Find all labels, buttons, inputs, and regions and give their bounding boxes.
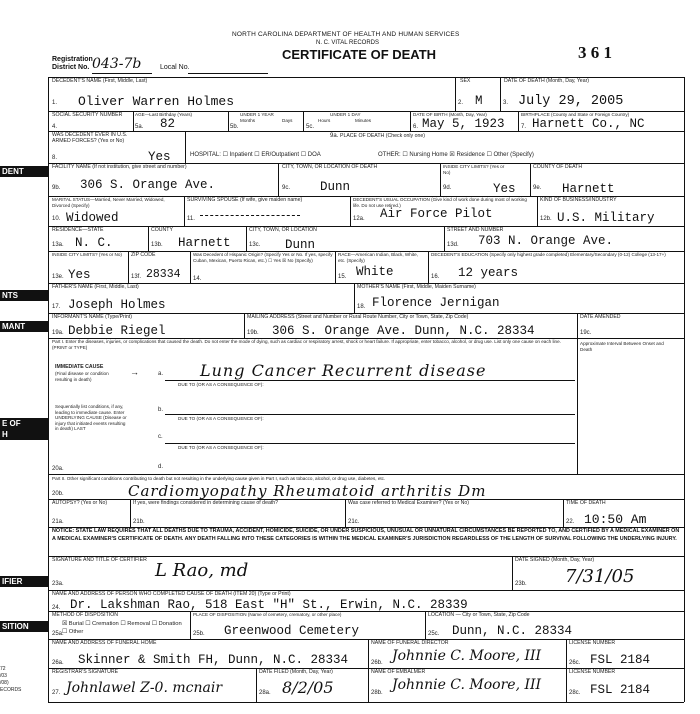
field-number: 9c. <box>282 185 291 191</box>
usual-occupation-value: Air Force Pilot <box>380 207 493 221</box>
days-label: Days <box>282 118 293 123</box>
inside-city-limits-value: Yes <box>493 182 516 196</box>
field-number: 6. <box>413 124 419 130</box>
father-name-label: FATHER'S NAME (First, Middle, Last) <box>52 284 139 290</box>
mailing-address-value: 306 S. Orange Ave. Dunn, N.C. 28334 <box>272 324 535 338</box>
time-of-death-label: TIME OF DEATH <box>566 500 606 506</box>
under-one-day-label: UNDER 1 DAY <box>330 112 361 117</box>
side-tab-death: H <box>0 429 49 440</box>
date-signed-label: DATE SIGNED (Month, Day, Year) <box>515 557 595 563</box>
minutes-label: Minutes <box>355 118 372 123</box>
part-two-label: Part II. Other significant conditions contributing to death but not resulting in the underlying cause given in Part I, such as tobacco, alcohol, or drug use, diabetes, etc. <box>52 476 386 481</box>
disposition-location-label: LOCATION — City or Town, State, Zip Code <box>428 612 530 618</box>
field-number: 8. <box>52 155 58 161</box>
place-of-disposition-label: PLACE OF DISPOSITION (Name of cemetery, crematory, or other place) <box>193 612 342 617</box>
city-of-death-value: Dunn <box>320 180 351 194</box>
due-to-label: DUE TO (OR AS A CONSEQUENCE OF): <box>178 416 264 421</box>
field-number: 25a. <box>52 631 64 637</box>
embalmer-license-value: FSL 2184 <box>590 683 651 697</box>
informant-name-label: INFORMANT'S NAME (Type/Print) <box>52 314 132 320</box>
residence-inside-limits-label: INSIDE CITY LIMITS? (Yes or No) <box>52 252 122 257</box>
field-number: 21c. <box>348 519 360 525</box>
armed-forces-label: WAS DECEDENT EVER IN U.S. ARMED FORCES? (Yes or No) <box>52 132 128 144</box>
field-number: 9b. <box>52 185 61 191</box>
field-number: 1. <box>52 100 58 106</box>
mother-name-value: Florence Jernigan <box>372 296 500 310</box>
method-of-disposition-label: METHOD OF DISPOSITION <box>52 612 118 618</box>
medical-examiner-label: Was case referred to Medical Examiner? (Yes or No) <box>348 500 469 506</box>
disposition-location-value: Dunn, N.C. 28334 <box>452 624 573 638</box>
sex-value: M <box>475 94 483 108</box>
cause-completed-by-label: NAME AND ADDRESS OF PERSON WHO COMPLETED CAUSE OF DEATH (ITEM 20) (Type or Print) <box>52 591 291 597</box>
field-number: 20b. <box>52 491 64 497</box>
field-number: 9e. <box>533 185 542 191</box>
marital-status-value: Widowed <box>66 211 119 225</box>
field-number: 9a. <box>330 133 339 139</box>
arrow-icon: → <box>130 367 139 377</box>
date-filed-label: DATE FILED (Month, Day, Year) <box>259 669 333 675</box>
side-tab-disposition: SITION <box>0 621 49 632</box>
certificate-title: CERTIFICATE OF DEATH <box>282 47 437 62</box>
date-of-birth-label: DATE OF BIRTH (Month, Day, Year) <box>413 112 487 117</box>
date-of-death-label: DATE OF DEATH (Month, Day, Year) <box>504 78 590 84</box>
field-number: 21a. <box>52 519 64 525</box>
director-license-value: FSL 2184 <box>590 653 651 667</box>
place-of-death-label: PLACE OF DEATH (Check only one) <box>340 133 425 139</box>
mother-name-label: MOTHER'S NAME (First, Middle, Maiden Surname) <box>357 284 476 290</box>
business-label: KIND OF BUSINESS/INDUSTRY <box>540 197 617 203</box>
education-label: DECEDENT'S EDUCATION (Specify only highest grade completed) Elementary/Secondary (0-12) College (13-17+) <box>431 252 666 257</box>
field-number: 3. <box>503 100 509 106</box>
county-of-death-value: Harnett <box>562 182 615 196</box>
months-label: Months <box>240 118 256 123</box>
residence-city-label: CITY, TOWN, OR LOCATION <box>249 227 317 233</box>
mailing-address-label: MAILING ADDRESS (Street and Number or Rural Route Number, City or Town, State, Zip Code) <box>247 314 469 320</box>
surviving-spouse-label: SURVIVING SPOUSE (If wife, give maiden name) <box>187 197 303 203</box>
cause-completed-by-value: Dr. Lakshman Rao, 518 East "H" St., Erwin, N.C. 28339 <box>70 598 468 612</box>
county-of-death-label: COUNTY OF DEATH <box>533 164 583 170</box>
field-number: 21b. <box>133 519 145 525</box>
field-number: 19c. <box>580 330 592 336</box>
field-number: 13e. <box>52 274 64 280</box>
place-of-disposition-value: Greenwood Cemetery <box>224 624 360 638</box>
field-number: 22. <box>566 519 575 525</box>
business-value: U.S. Military <box>557 211 655 225</box>
decedent-name-value: Oliver Warren Holmes <box>78 94 235 109</box>
field-number: 10. <box>52 216 61 222</box>
age-value: 82 <box>160 117 176 131</box>
other-place-options: OTHER: ☐ Nursing Home ☒ Residence ☐ Other (Specify) <box>378 152 534 158</box>
certifier-signature: L Rao, md <box>155 560 249 581</box>
side-tab-informant: MANT <box>0 321 49 332</box>
funeral-director-signature: Johnnie C. Moore, III <box>392 648 542 664</box>
date-of-birth-value: May 5, 1923 <box>422 117 505 131</box>
part-one-instructions: Part I. Enter the diseases, injuries, or complications that caused the death. Do not enter the mode of dying, such as cardiac or respiratory arrest, shock or heart failure. If appropriate, enter tobacco, alcohol, or drug use. List only one cause on each line. (PRINT or TYPE) <box>52 339 561 350</box>
field-number: 26c. <box>569 660 581 666</box>
residence-city-value: Dunn <box>285 238 316 252</box>
funeral-home-label: NAME AND ADDRESS OF FUNERAL HOME <box>52 640 157 646</box>
embalmer-license-label: LICENSE NUMBER <box>569 669 616 675</box>
marital-status-label: MARITAL STATUS—Married, Never Married, Widowed, Divorced (Specify) <box>52 197 165 208</box>
funeral-director-label: NAME OF FUNERAL DIRECTOR <box>371 640 449 646</box>
field-number: 15. <box>338 274 347 280</box>
date-amended-label: DATE AMENDED <box>580 314 621 320</box>
field-number: 23b. <box>515 581 527 587</box>
director-license-label: LICENSE NUMBER <box>569 640 616 646</box>
field-number: 19a. <box>52 330 64 336</box>
residence-state-value: N. C. <box>75 236 113 250</box>
side-tab-parents: NTS <box>0 290 49 301</box>
registrar-signature: Johnlawel Z-0. mcnair <box>66 680 223 696</box>
residence-county-label: COUNTY <box>151 227 173 233</box>
side-note-3: /08) <box>0 680 9 686</box>
hours-label: Hours <box>318 118 331 123</box>
residence-county-value: Harnett <box>178 236 231 250</box>
education-value: 12 years <box>458 266 519 280</box>
date-signed-value: 7/31/05 <box>565 566 635 587</box>
cause-line-b: b. <box>158 407 164 413</box>
side-note-1: 72 <box>0 666 6 672</box>
embalmer-name-label: NAME OF EMBALMER <box>371 669 426 675</box>
residence-inside-limits-value: Yes <box>68 268 91 282</box>
due-to-label: DUE TO (OR AS A CONSEQUENCE OF): <box>178 382 264 387</box>
zip-code-value: 28334 <box>146 268 181 281</box>
zip-code-label: ZIP CODE <box>131 252 156 258</box>
funeral-home-value: Skinner & Smith FH, Dunn, N.C. 28334 <box>78 653 349 667</box>
interval-label: Approximate Interval Between Onset and Death <box>580 341 664 352</box>
field-number: 28a. <box>259 690 271 696</box>
field-number: 13f. <box>131 274 142 280</box>
field-number: 25c. <box>428 631 440 637</box>
field-number: 11. <box>187 216 195 222</box>
cause-line-a: a. <box>158 371 164 377</box>
birthplace-label: BIRTHPLACE (County and State or Foreign Country) <box>521 112 630 117</box>
side-tab-cause-of: E OF <box>0 418 49 429</box>
residence-state-label: RESIDENCE—STATE <box>52 227 104 233</box>
decedent-name-label: DECEDENT'S NAME (First, Middle, Last) <box>52 78 148 84</box>
side-note-4: ECORDS <box>0 687 22 693</box>
agency-heading: NORTH CAROLINA DEPARTMENT OF HEALTH AND HUMAN SERVICES <box>232 31 460 38</box>
field-number: 5b. <box>230 124 239 130</box>
side-tab-decedent: DENT <box>0 166 49 177</box>
field-number: 19b. <box>247 330 259 336</box>
autopsy-label: AUTOPSY? (Yes or No) <box>52 500 108 506</box>
field-number: 13b. <box>151 242 163 248</box>
age-label: AGE—Last Birthday (Years) <box>135 112 193 117</box>
field-number: 16. <box>431 274 440 280</box>
field-number: 26b. <box>371 660 383 666</box>
field-number: 12a. <box>353 216 365 222</box>
sex-label: SEX <box>460 78 471 84</box>
embalmer-signature: Johnnie C. Moore, III <box>392 677 542 693</box>
cause-line-c: c. <box>158 434 163 440</box>
local-no-label: Local No. <box>160 64 190 71</box>
field-number: 26a. <box>52 660 64 666</box>
immediate-cause-label: IMMEDIATE CAUSE <box>55 364 104 370</box>
field-number: 4. <box>52 124 58 130</box>
usual-occupation-label: DECEDENT'S USUAL OCCUPATION (Give kind of work done during most of working life. Do not use retired.) <box>353 197 527 208</box>
field-number: 2. <box>458 100 464 106</box>
field-number: 20a. <box>52 466 64 472</box>
residence-street-label: STREET AND NUMBER <box>447 227 504 233</box>
field-number: 23a. <box>52 581 64 587</box>
method-of-disposition-options: ☒ Burial ☐ Cremation ☐ Removal ☐ Donation ☐ Other <box>62 621 182 635</box>
field-number: 27. <box>52 690 61 696</box>
race-label: RACE—American Indian, Black, White, etc. (Specify) <box>338 252 418 263</box>
hospital-options: HOSPITAL: ☐ Inpatient ☐ ER/Outpatient ☐ DOA <box>190 152 321 158</box>
side-tab-certifier: IFIER <box>0 576 49 587</box>
field-number: 9d. <box>443 185 452 191</box>
field-number: 5a. <box>135 124 144 130</box>
field-number: 13a. <box>52 242 64 248</box>
field-number: 13d. <box>447 242 459 248</box>
armed-forces-value: Yes <box>148 150 171 164</box>
date-of-death-value: July 29, 2005 <box>518 94 624 109</box>
certificate-number: 3 6 1 <box>578 43 612 62</box>
due-to-label: DUE TO (OR AS A CONSEQUENCE OF): <box>178 445 264 450</box>
notice-text: NOTICE: STATE LAW REQUIRES THAT ALL DEATHS DUE TO TRAUMA, ACCIDENT, HOMICIDE, SUICIDE, OR UNDER SUSPICIOUS, UNUSUAL OR UNNATURAL CIRCUMSTANCES BE REPORTED TO, AND CERTIFIED BY A MEDICAL EXAMINER ON A MEDICAL EXAMINER'S CERTIFICATE OF DEATH. ANY DEATH FALLING INTO THESE CATEGORIES IS WITHIN THE MEDICAL EXAMINER'S JURISDICTION REGARDLESS OF THE LENGTH OF SURVIVAL FOLLOWING THE UNDERLYING INJURY. <box>52 528 680 542</box>
field-number: 12b. <box>540 216 552 222</box>
hispanic-origin-label: Was Decedent of Hispanic Origin? (Specify Yes or No. If yes, specify Cuban, Mexican, Puerto Rican, etc.) ☐ Yes ☒ No (Specify) <box>193 252 333 263</box>
field-number: 5c. <box>306 124 315 130</box>
facility-name-label: FACILITY NAME (If not institution, give street and number) <box>52 164 187 170</box>
field-number: 13c. <box>249 242 261 248</box>
race-value: White <box>356 265 394 279</box>
field-number: 24. <box>52 605 61 611</box>
field-number: 25b. <box>193 631 205 637</box>
field-number: 28c. <box>569 690 581 696</box>
field-number: 18. <box>357 304 366 310</box>
immediate-cause-value: Lung Cancer Recurrent disease <box>200 361 487 380</box>
immediate-cause-sublabel: (Final disease or condition resulting in death) <box>55 371 109 382</box>
birthplace-value: Harnett Co., NC <box>532 117 645 131</box>
registration-label: Registration District No. <box>52 56 93 71</box>
time-of-death-value: 10:50 Am <box>584 512 647 527</box>
registrar-signature-label: REGISTRAR'S SIGNATURE <box>52 669 119 675</box>
findings-label: If yes, were findings considered in determining cause of death? <box>133 500 279 506</box>
residence-street-value: 703 N. Orange Ave. <box>478 234 614 248</box>
father-name-value: Joseph Holmes <box>68 298 166 312</box>
field-number: 28b. <box>371 690 383 696</box>
ssn-label: SOCIAL SECURITY NUMBER <box>52 112 123 118</box>
field-number: 7. <box>521 124 527 130</box>
informant-name-value: Debbie Riegel <box>68 324 166 338</box>
facility-value: 306 S. Orange Ave. <box>80 178 216 192</box>
city-of-death-label: CITY, TOWN, OR LOCATION OF DEATH <box>282 164 378 170</box>
cause-line-d: d. <box>158 464 164 470</box>
date-filed-value: 8/2/05 <box>282 678 334 697</box>
sequential-conditions-label: Sequentially list conditions, if any, leading to immediate cause. Enter UNDERLYING CAUSE (Disease or injury that initiated events resulting in death) LAST <box>55 404 127 431</box>
inside-city-limits-label: INSIDE CITY LIMITS? (Yes or No) <box>443 164 505 175</box>
part-two-value: Cardiomyopathy Rheumatoid arthritis Dm <box>128 482 487 500</box>
side-note-2: /03 <box>0 673 7 679</box>
field-number: 14. <box>193 276 202 282</box>
field-number: 17. <box>52 304 61 310</box>
registration-district-value: 043-7b <box>92 56 142 72</box>
certifier-signature-label: SIGNATURE AND TITLE OF CERTIFIER <box>52 557 147 563</box>
under-one-year-label: UNDER 1 YEAR <box>240 112 274 117</box>
subagency-heading: N. C. VITAL RECORDS <box>316 40 380 46</box>
